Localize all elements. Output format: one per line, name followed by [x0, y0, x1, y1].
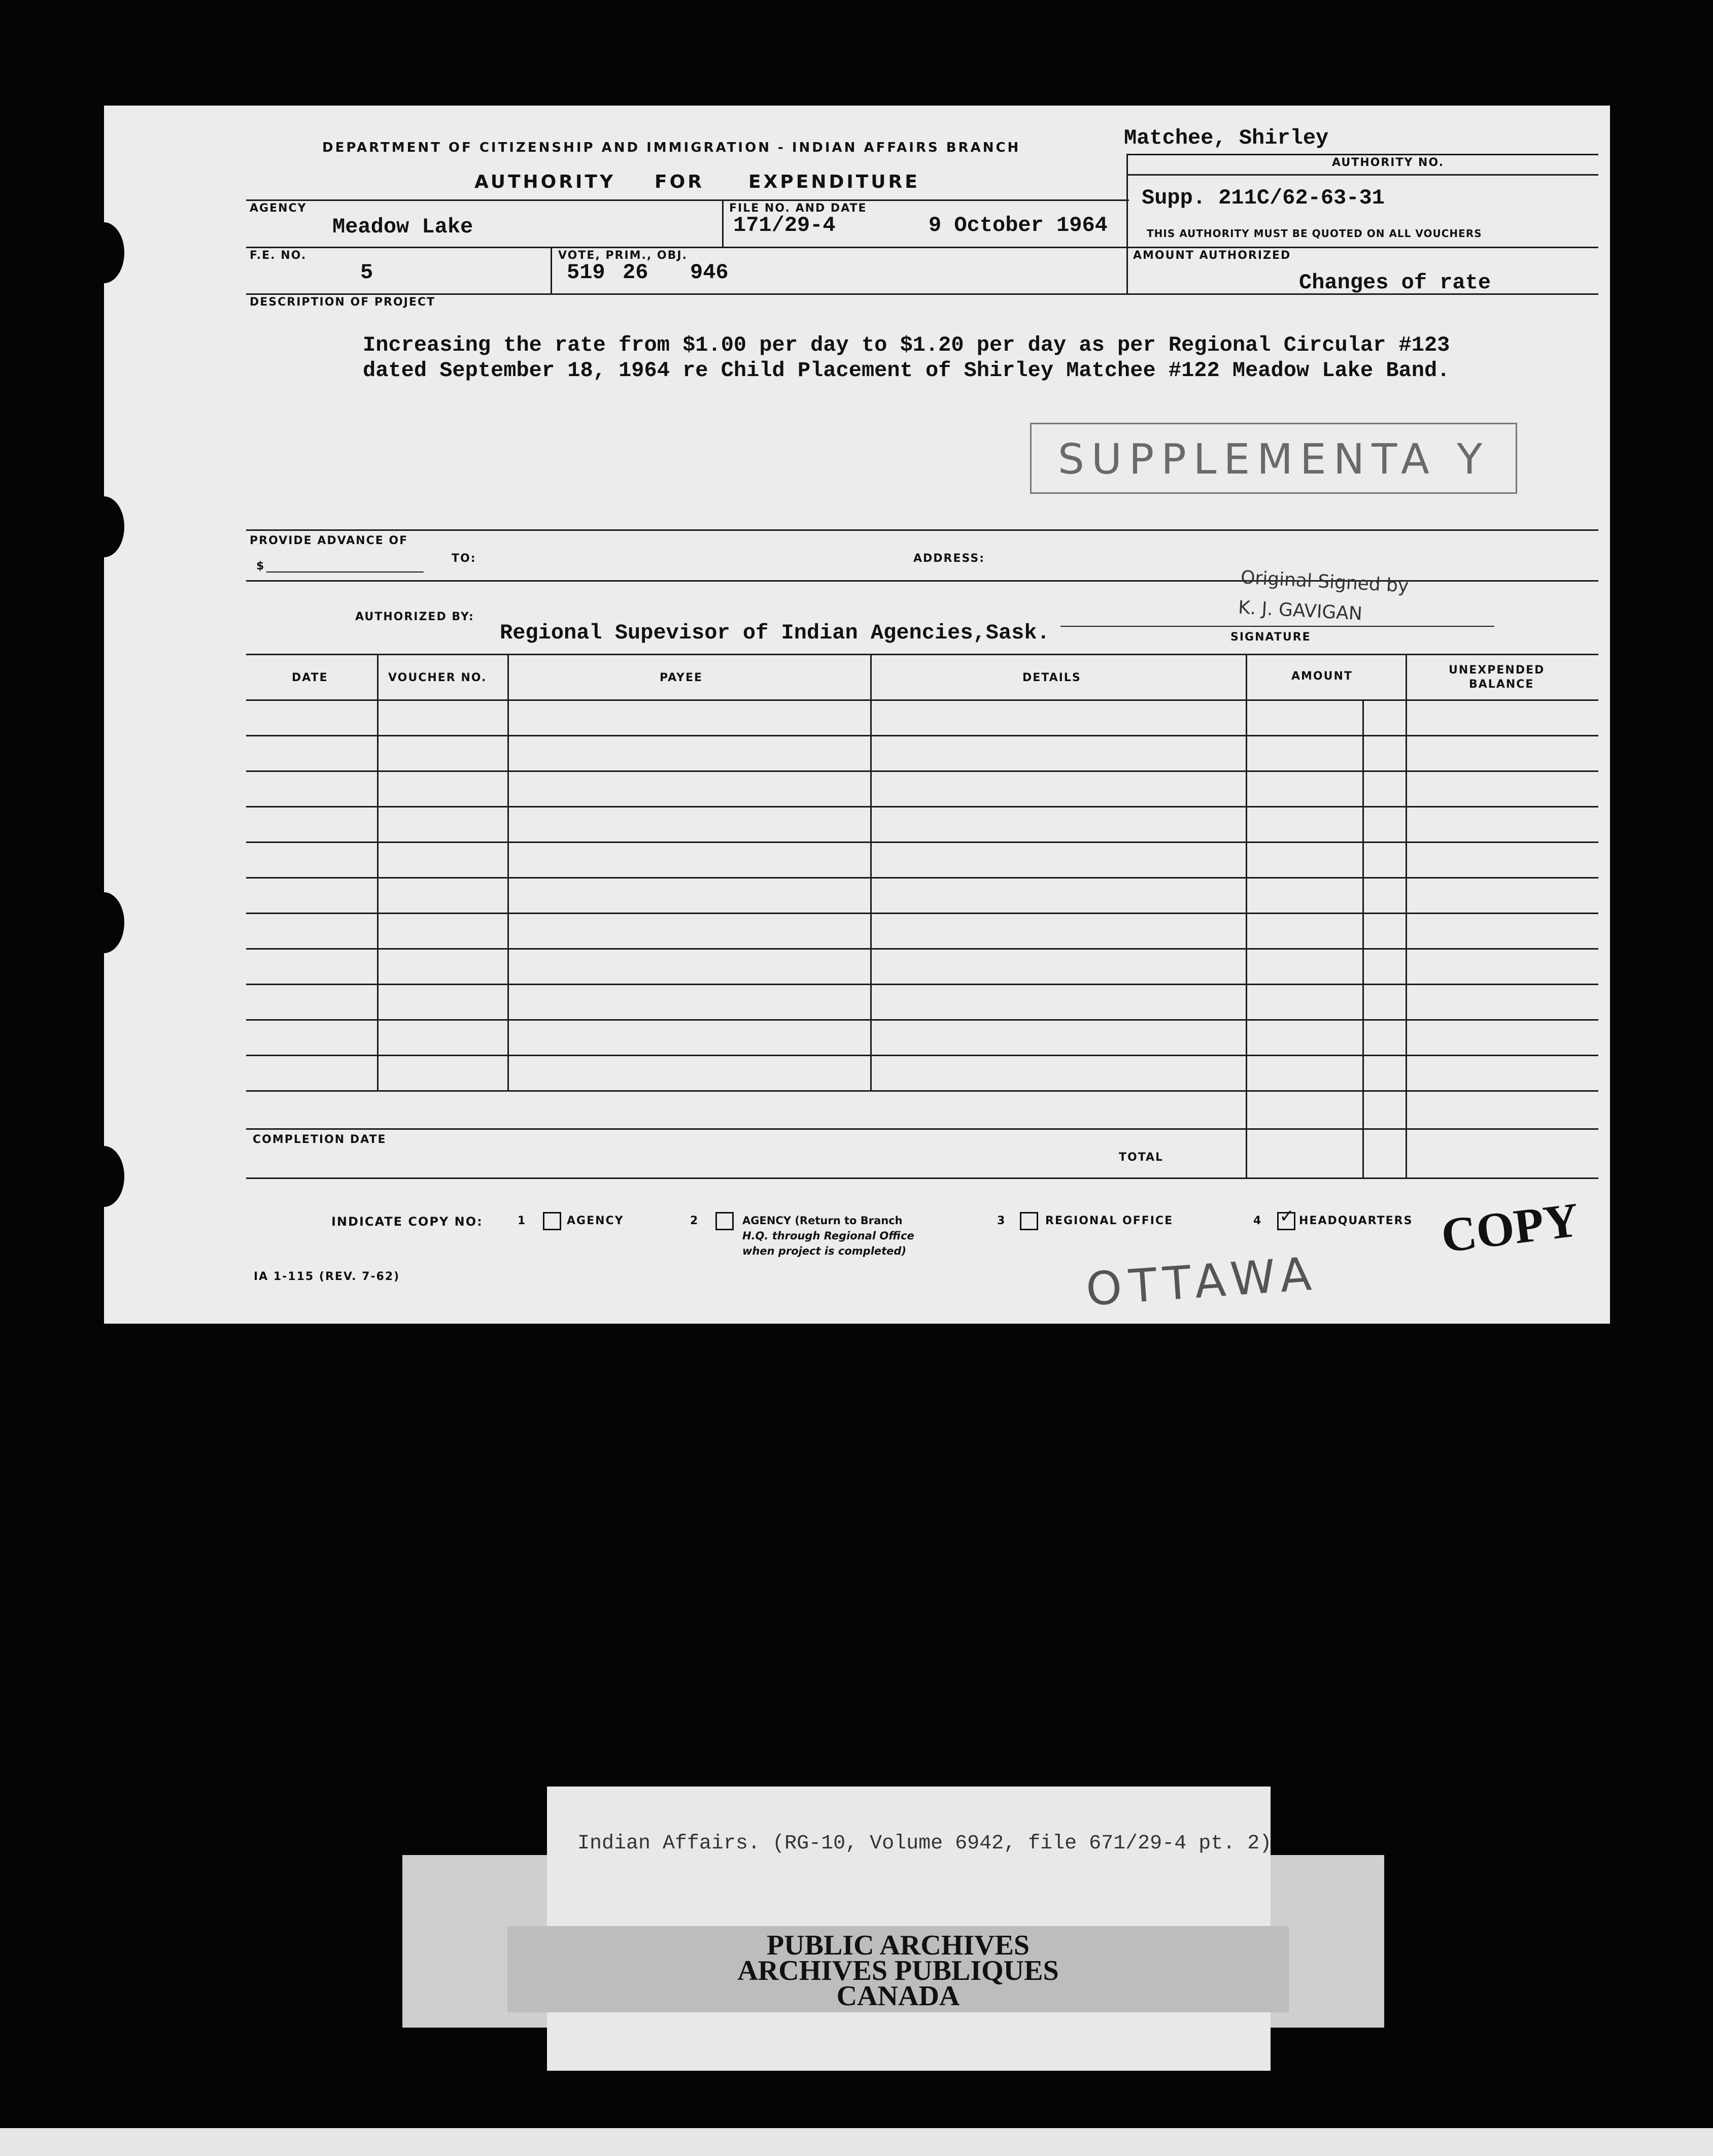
file-no-value: 171/29-4	[733, 213, 836, 238]
form-title-for: FOR	[655, 172, 704, 192]
authority-no-label: AUTHORITY NO.	[1332, 156, 1445, 169]
col-header-voucher: VOUCHER NO.	[388, 671, 487, 684]
vote-label: VOTE, PRIM., OBJ.	[558, 249, 688, 262]
col-header-date: DATE	[292, 671, 328, 684]
advance-dollar-sign: $	[256, 560, 265, 572]
description-line-1: Increasing the rate from $1.00 per day to $1.20 per day as per Regional Circular #123	[363, 333, 1450, 357]
signature-label: SIGNATURE	[1230, 631, 1311, 644]
authorized-by-value: Regional Supevisor of Indian Agencies,Sask.	[500, 621, 1050, 645]
punch-hole	[104, 1146, 124, 1207]
archive-reference: Indian Affairs. (RG-10, Volume 6942, file 671/29-4 pt. 2)	[577, 1832, 1272, 1855]
fe-no-label: F.E. NO.	[250, 249, 307, 262]
form-sheet	[104, 106, 1610, 1324]
copy-option-agency-return-2: H.Q. through Regional Office	[742, 1230, 914, 1242]
total-label: TOTAL	[1119, 1151, 1164, 1164]
copy-option-number: 2	[690, 1215, 699, 1227]
archive-line-2: ARCHIVES PUBLIQUES	[737, 1955, 1059, 1986]
prim-value: 26	[623, 260, 648, 285]
copy-option-number: 4	[1253, 1215, 1262, 1227]
ottawa-stamp: OTTAWA	[1084, 1247, 1320, 1317]
punch-hole	[104, 892, 124, 953]
copy-option-agency-return: AGENCY (Return to Branch	[742, 1215, 903, 1227]
copy-option-headquarters: HEADQUARTERS	[1299, 1215, 1413, 1227]
copy-checkbox-regional-office[interactable]	[1020, 1212, 1038, 1230]
copy-stamp: COPY	[1438, 1192, 1582, 1263]
provide-advance-label: PROVIDE ADVANCE OF	[250, 534, 408, 547]
copy-checkbox-agency-return[interactable]	[715, 1212, 734, 1230]
indicate-copy-label: INDICATE COPY NO:	[331, 1215, 483, 1229]
col-header-balance: BALANCE	[1469, 678, 1534, 691]
col-header-amount: AMOUNT	[1291, 670, 1353, 683]
copy-option-number: 1	[518, 1215, 527, 1227]
quote-note: THIS AUTHORITY MUST BE QUOTED ON ALL VOUCHERS	[1147, 227, 1482, 240]
vote-value: 519	[567, 260, 605, 285]
completion-date-label: COMPLETION DATE	[253, 1133, 387, 1146]
authority-no-value: Supp. 211C/62-63-31	[1142, 186, 1385, 210]
agency-value: Meadow Lake	[332, 215, 473, 239]
col-header-details: DETAILS	[1022, 671, 1081, 684]
advance-to-label: TO:	[452, 552, 476, 565]
signer-name: K. J. GAVIGAN	[1238, 597, 1363, 625]
archive-band	[507, 1926, 1289, 2012]
original-signed-by-text: Original Signed by	[1240, 567, 1410, 597]
copy-option-agency: AGENCY	[567, 1215, 624, 1227]
copy-option-agency-return-3: when project is completed)	[742, 1245, 907, 1257]
amount-authorized-label: AMOUNT AUTHORIZED	[1133, 249, 1291, 262]
col-header-unexpended: UNEXPENDED	[1449, 664, 1545, 677]
scan-edge	[0, 2128, 1713, 2156]
obj-value: 946	[690, 260, 729, 285]
department-heading: DEPARTMENT OF CITIZENSHIP AND IMMIGRATION - INDIAN AFFAIRS BRANCH	[322, 140, 1021, 155]
person-name: Matchee, Shirley	[1124, 126, 1329, 150]
copy-option-number: 3	[997, 1215, 1006, 1227]
form-title-authority: AUTHORITY	[474, 172, 616, 192]
amount-authorized-value: Changes of rate	[1299, 271, 1491, 295]
file-date-value: 9 October 1964	[929, 213, 1108, 238]
punch-hole	[104, 222, 124, 283]
form-number: IA 1-115 (REV. 7-62)	[254, 1270, 400, 1283]
supplementary-stamp: SUPPLEMENTA Y	[1030, 423, 1517, 494]
description-label: DESCRIPTION OF PROJECT	[250, 296, 436, 309]
punch-hole	[104, 496, 124, 557]
description-line-2: dated September 18, 1964 re Child Placement of Shirley Matchee #122 Meadow Lake Band.	[363, 358, 1450, 383]
authorized-by-label: AUTHORIZED BY:	[355, 611, 474, 623]
archive-line-3: CANADA	[836, 1980, 960, 2012]
col-header-payee: PAYEE	[660, 671, 703, 684]
form-title-expenditure: EXPENDITURE	[748, 172, 920, 192]
file-label: FILE NO. AND DATE	[729, 202, 867, 215]
archive-line-1: PUBLIC ARCHIVES	[766, 1930, 1030, 1961]
copy-option-regional-office: REGIONAL OFFICE	[1045, 1215, 1174, 1227]
copy-checkbox-agency[interactable]	[543, 1212, 561, 1230]
agency-label: AGENCY	[250, 202, 307, 215]
checkmark-icon: ✓	[1279, 1206, 1296, 1227]
fe-no-value: 5	[360, 260, 373, 285]
advance-address-label: ADDRESS:	[913, 552, 985, 565]
